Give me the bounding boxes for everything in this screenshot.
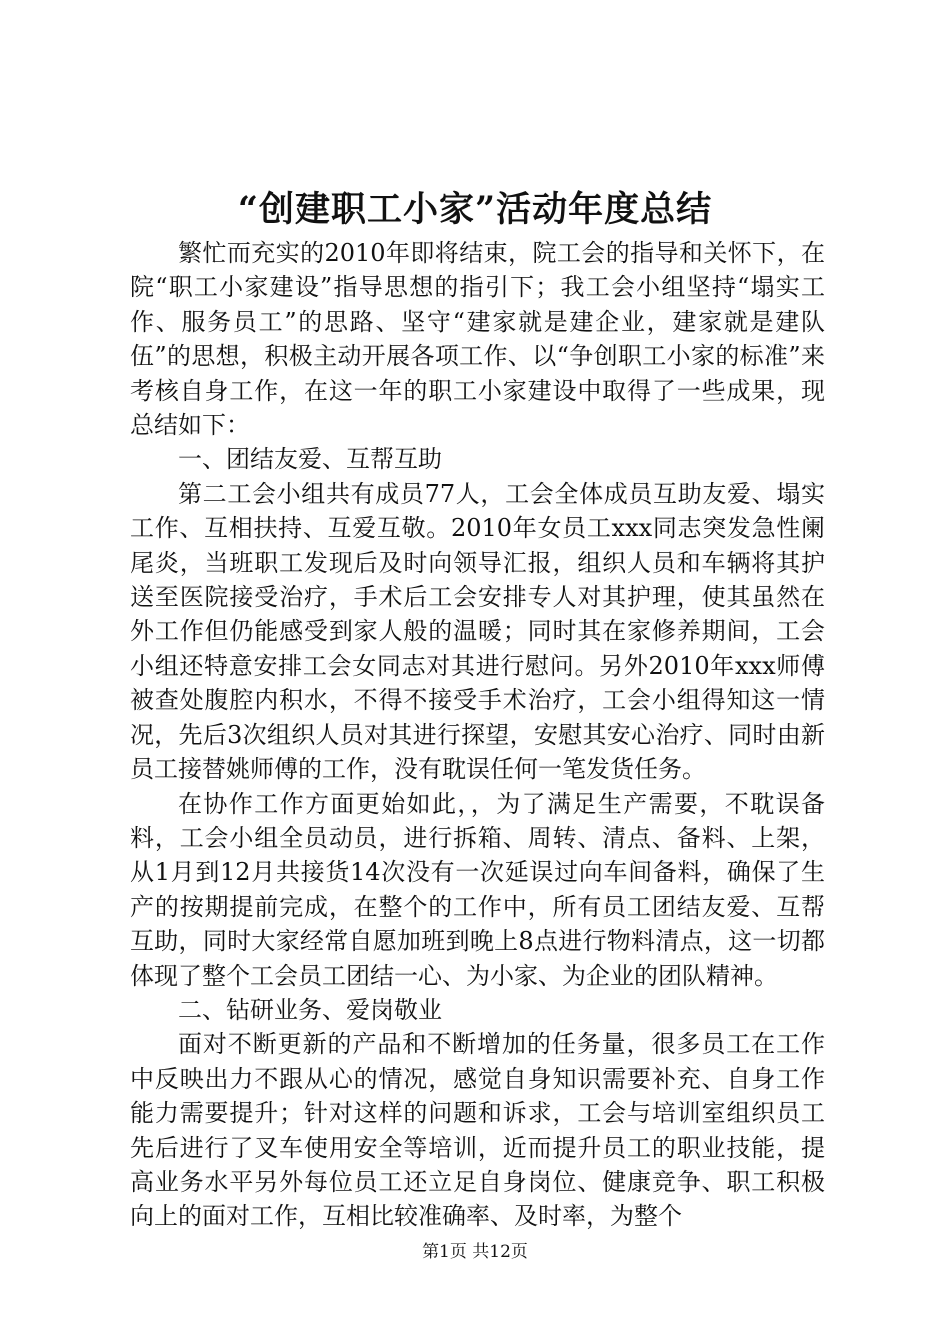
body-paragraph: 面对不断更新的产品和不断增加的任务量，很多员工在工作中反映出力不跟从心的情况，感觉自身知识需要补充、自身工作能力需要提升；针对这样的问题和诉求，工会与培训室组织员工先后进行了叉车使用安全等培训，近而提升员工的职业技能，提高业务水平另外每位员工还立足自身岗位、健康竞争、职工积极向上的面对工作，互相比较准确率、及时率，为整个 xyxy=(130,1030,825,1231)
intro-paragraph: 繁忙而充实的2010年即将结束，院工会的指导和关怀下，在院“职工小家建设”指导思想的指引下；我工会小组坚持“塌实工作、服务员工”的思路、坚守“建家就是建企业，建家就是建队伍”的思想，积极主动开展各项工作、以“争创职工小家的标准”来考核自身工作，在这一年的职工小家建设中取得了一些成果，现总结如下： xyxy=(130,239,825,440)
section-heading-2: 二、钻研业务、爱岗敬业 xyxy=(178,995,442,1024)
body-paragraph: 第二工会小组共有成员77人，工会全体成员互助友爱、塌实工作、互相扶持、互爱互敬。2010年女员工xxx同志突发急性阑尾炎，当班职工发现后及时向领导汇报，组织人员和车辆将其护送至医院接受治疗，手术后工会安排专人对其护理，使其虽然在外工作但仍能感受到家人般的温暖；同时其在家修养期间，工会小组还特意安排工会女同志对其进行慰问。另外2010年xxx师傅被查处腹腔内积水，不得不接受手术治疗，工会小组得知这一情况，先后3次组织人员对其进行探望，安慰其安心治疗、同时由新员工接替姚师傅的工作，没有耽误任何一笔发货任务。 xyxy=(130,479,825,784)
document-body xyxy=(130,236,825,1234)
section-heading-1: 一、团结友爱、互帮互助 xyxy=(178,445,442,474)
document-title: “创建职工小家”活动年度总结 xyxy=(237,189,713,230)
page-number-footer: 第1页 共12页 xyxy=(422,1242,528,1262)
body-paragraph: 在协作工作方面更始如此，，为了满足生产需要，不耽误备料，工会小组全员动员，进行拆箱、周转、清点、备料、上架，从1月到12月共接货14次没有一次延误过向车间备料，确保了生产的按期提前完成，在整个的工作中，所有员工团结友爱、互帮互助，同时大家经常自愿加班到晚上8点进行物料清点，这一切都体现了整个工会员工团结一心、为小家、为企业的团队精神。 xyxy=(130,789,825,990)
